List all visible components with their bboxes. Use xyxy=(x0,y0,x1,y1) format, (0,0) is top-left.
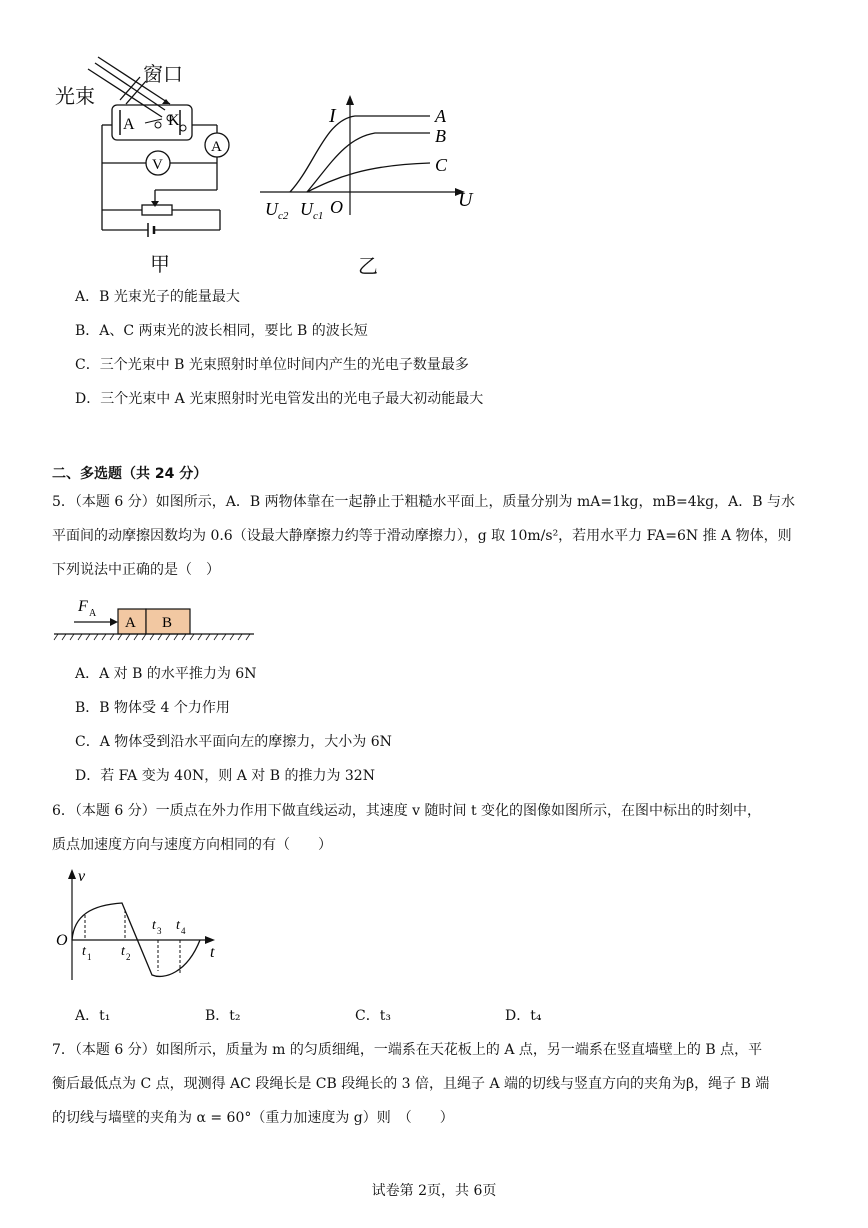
t3-subscript: 3 xyxy=(157,926,162,936)
q7-stem-line2: 衡后最低点为 C 点，现测得 AC 段绳长是 CB 段绳长的 3 倍，且绳子 A 端的切线与竖直方向的夹角为β，绳子 B 端 xyxy=(52,1076,770,1092)
q5-option-d[interactable]: D．若 FA 变为 40N，则 A 对 B 的推力为 32N xyxy=(75,768,375,784)
q5-stem-line3: 下列说法中正确的是（ ） xyxy=(52,562,220,578)
t4-label: t xyxy=(176,918,180,933)
curve-b-label: B xyxy=(435,126,446,146)
q5-option-b[interactable]: B．B 物体受 4 个力作用 xyxy=(75,700,230,716)
q7-stem-line3: 的切线与墙壁的夹角为 α = 60°（重力加速度为 g）则 （ ） xyxy=(52,1110,454,1126)
q6-option-a[interactable]: A．t₁ xyxy=(75,1008,111,1024)
uc1-label: $U_{c1}$ xyxy=(300,199,324,222)
window-label: 窗口 xyxy=(143,62,183,86)
q7-stem-line1: 7．（本题 6 分）如图所示，质量为 m 的匀质细绳，一端系在天花板上的 A 点，另一端系在竖直墙壁上的 B 点，平 xyxy=(52,1042,763,1058)
curve-c-label: C xyxy=(435,155,448,175)
iu-curve-figure xyxy=(255,90,485,235)
q4-option-a[interactable]: A．B 光束光子的能量最大 xyxy=(75,289,240,305)
q5-option-c[interactable]: C．A 物体受到沿水平面向左的摩擦力，大小为 6N xyxy=(75,734,392,750)
v-axis-label: v xyxy=(78,868,86,885)
q4-option-c[interactable]: C．三个光束中 B 光束照射时单位时间内产生的光电子数量最多 xyxy=(75,357,469,373)
origin-label: O xyxy=(330,197,343,217)
t2-subscript: 2 xyxy=(126,952,131,962)
curve-a-label: A xyxy=(435,106,446,126)
vt-graph-figure xyxy=(52,865,232,990)
anode-label: A xyxy=(123,116,135,133)
light-beam-label: 光束 xyxy=(55,84,95,108)
force-subscript: A xyxy=(89,608,97,619)
q4-option-d[interactable]: D．三个光束中 A 光束照射时光电管发出的光电子最大初动能最大 xyxy=(75,391,484,407)
q6-option-d[interactable]: D．t₄ xyxy=(505,1008,542,1024)
figure-jia-caption: 甲 xyxy=(150,252,170,276)
q5-stem-line2: 平面间的动摩擦因数均为 0.6（设最大静摩擦力约等于滑动摩擦力），g 取 10m/s²，若用水平力 FA=6N 推 A 物体，则 xyxy=(52,528,792,544)
voltmeter-label: V xyxy=(152,157,163,173)
q6-stem-line2: 质点加速度方向与速度方向相同的有（ ） xyxy=(52,837,332,853)
x-axis-label: U xyxy=(458,189,473,211)
y-axis-label: I xyxy=(329,105,336,127)
t-axis-label: t xyxy=(210,944,215,961)
cathode-label: K xyxy=(168,112,180,129)
block-a-label: A xyxy=(125,615,136,631)
q5-option-a[interactable]: A．A 对 B 的水平推力为 6N xyxy=(75,666,257,682)
page-footer: 试卷第 2页，共 6页 xyxy=(371,1183,497,1199)
origin-o-label: O xyxy=(56,932,68,949)
block-b-label: B xyxy=(162,615,173,631)
t3-label: t xyxy=(152,918,156,933)
q6-stem-line1: 6．（本题 6 分）一质点在外力作用下做直线运动，其速度 v 随时间 t 变化的图像如图所示，在图中标出的时刻中， xyxy=(52,803,762,819)
t1-subscript: 1 xyxy=(87,952,92,962)
q5-stem-line1: 5．（本题 6 分）如图所示，A．B 两物体靠在一起静止于粗糙水平面上，质量分别为 mA=1kg，mB=4kg，A．B 与水 xyxy=(52,494,795,510)
figure-yi-caption: 乙 xyxy=(358,254,378,278)
q6-option-c[interactable]: C．t₃ xyxy=(355,1008,391,1024)
section-title: 二、多选题（共 24 分） xyxy=(52,466,208,482)
uc2-label: $U_{c2}$ xyxy=(265,199,289,222)
blocks-figure xyxy=(52,595,262,645)
t4-subscript: 4 xyxy=(181,926,186,936)
q4-option-b[interactable]: B．A、C 两束光的波长相同，要比 B 的波长短 xyxy=(75,323,368,339)
ammeter-label: A xyxy=(211,139,222,155)
t1-label: t xyxy=(82,944,86,959)
q6-option-b[interactable]: B．t₂ xyxy=(205,1008,241,1024)
t2-label: t xyxy=(121,944,125,959)
force-label: F xyxy=(78,598,88,615)
